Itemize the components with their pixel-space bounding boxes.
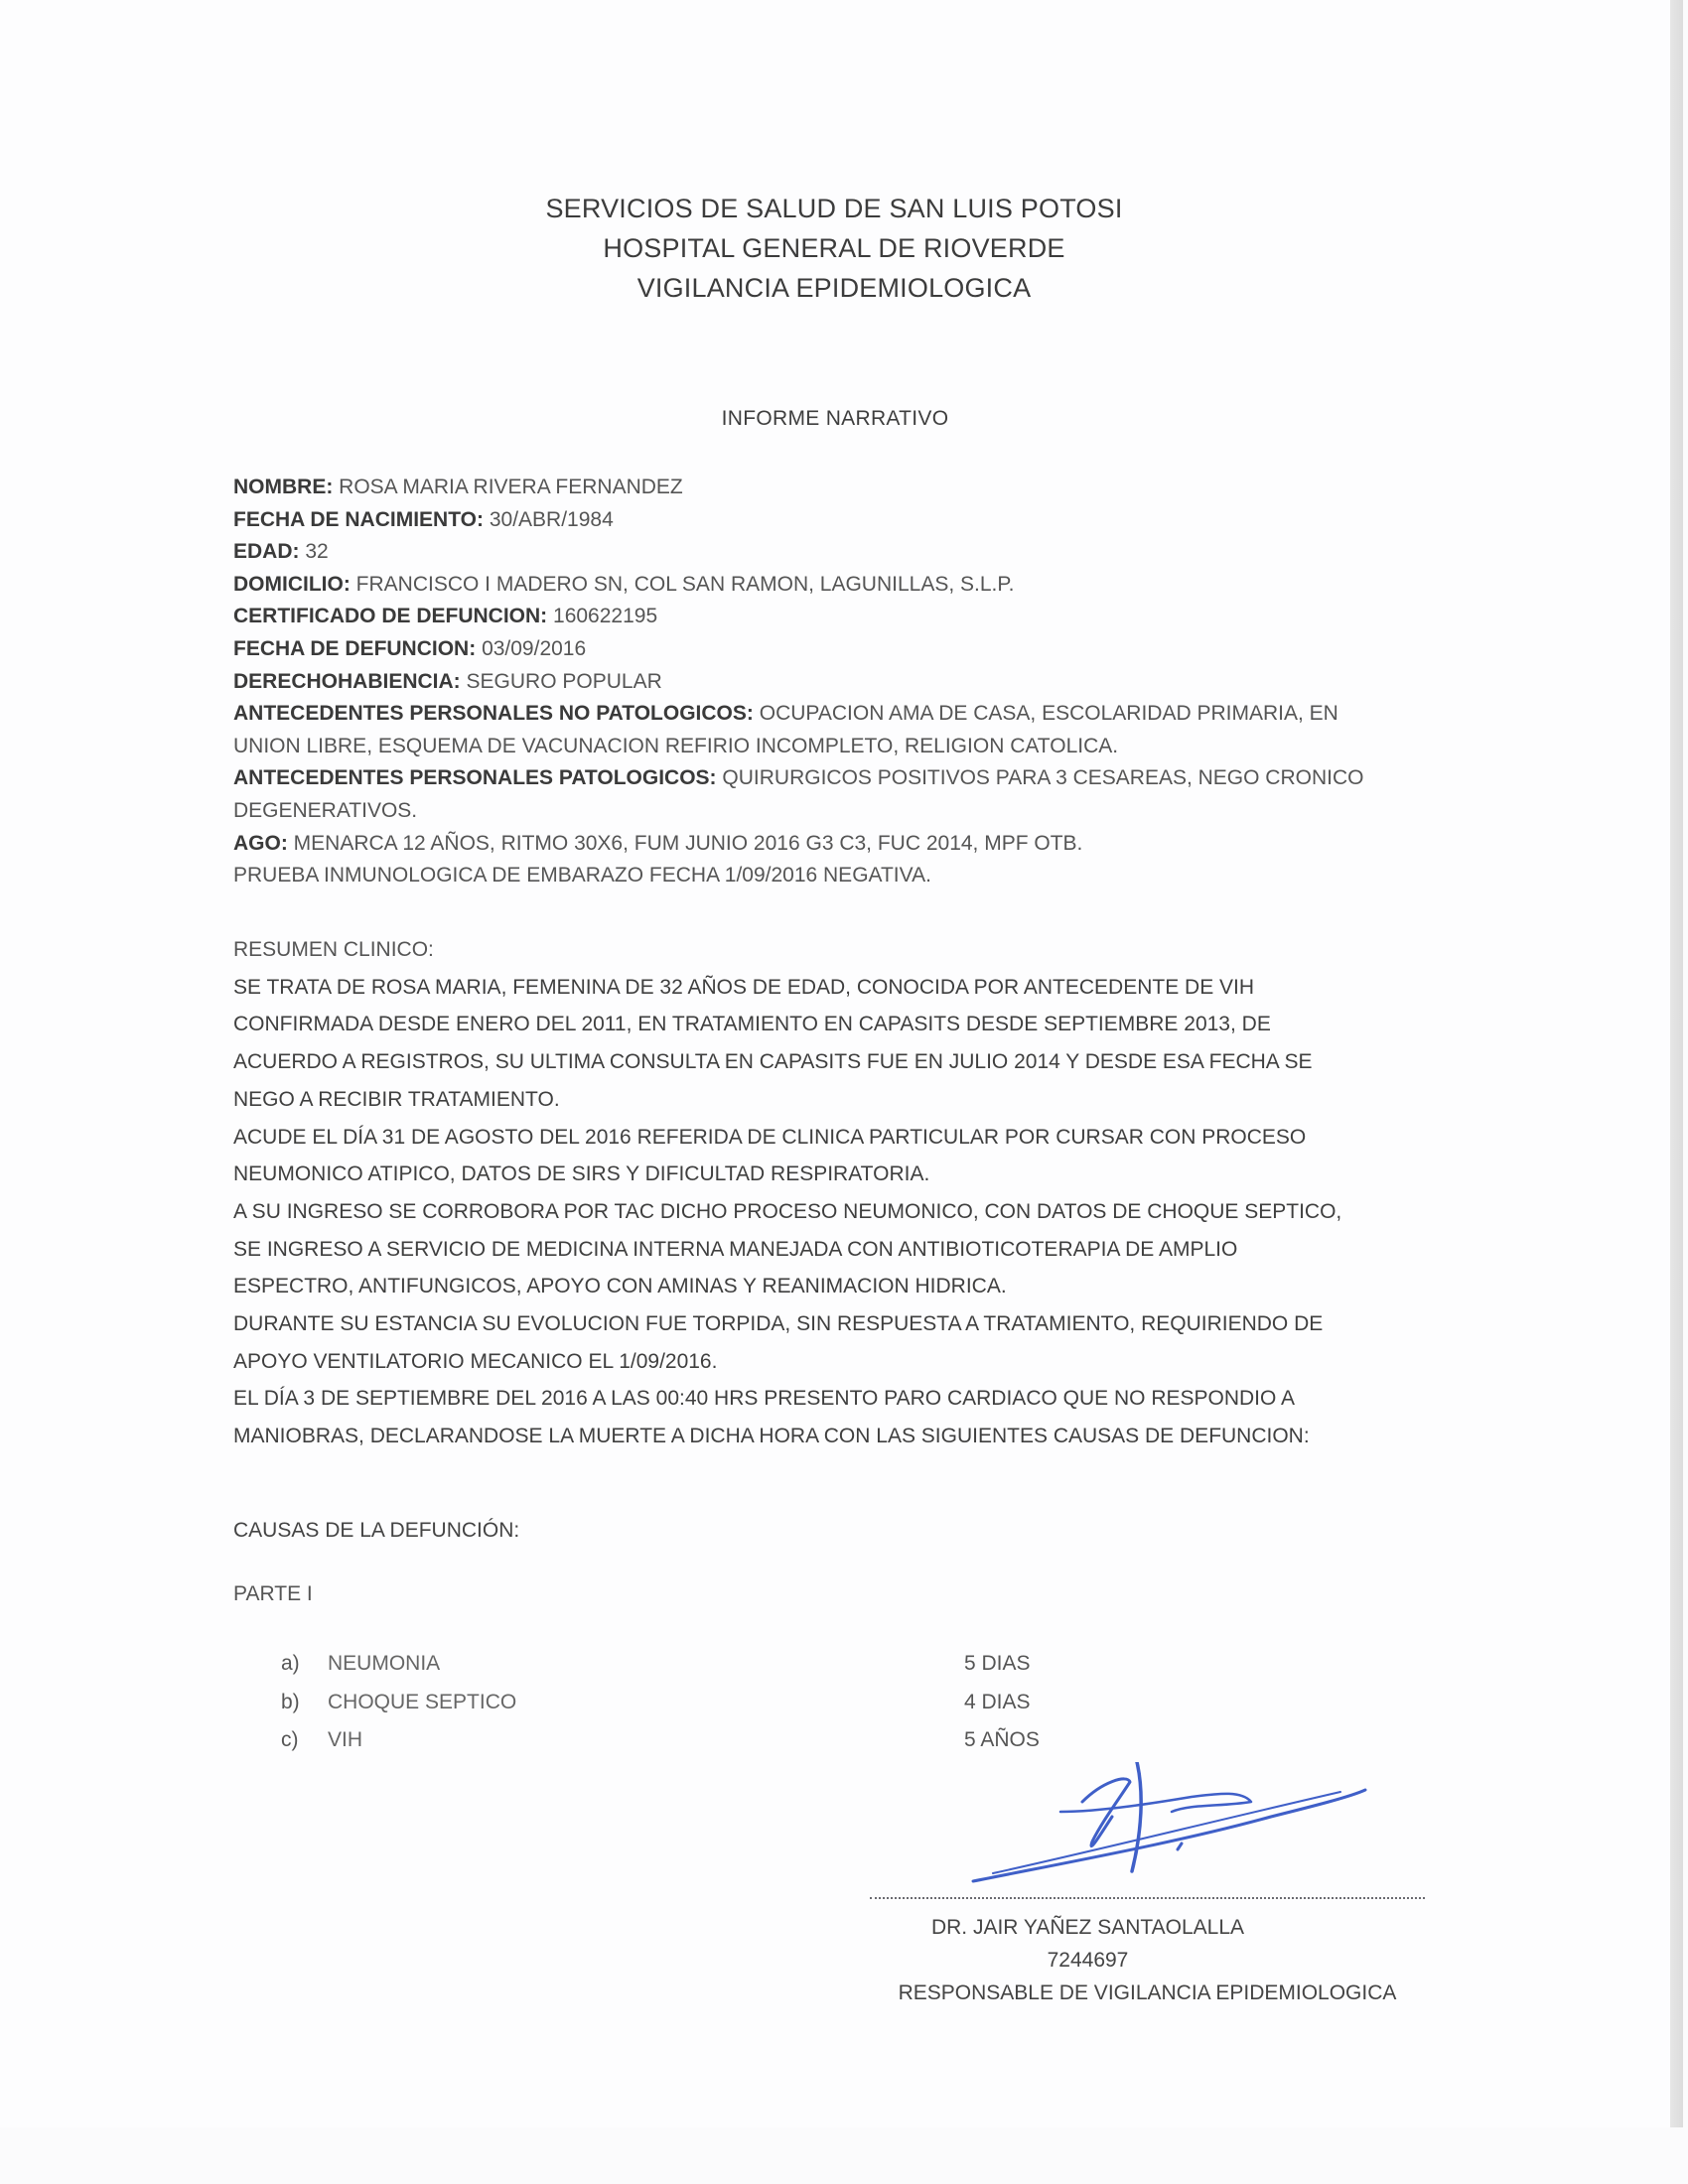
field-value: 03/09/2016 [482,636,587,660]
field-label: ANTECEDENTES PERSONALES PATOLOGICOS: [233,766,717,790]
document-header [0,189,1670,308]
scan-edge-shadow [1670,0,1683,2127]
field-fecha-defuncion [233,633,1425,666]
field-label: FECHA DE NACIMIENTO: [233,507,484,531]
summary-line: A SU INGRESO SE CORROBORA POR TAC DICHO PROCESO NEUMONICO, CON DATOS DE CHOQUE SEPTICO, [233,1199,1342,1223]
field-derechohabiencia [233,666,1425,699]
summary-line: EL DÍA 3 DE SEPTIEMBRE DEL 2016 A LAS 00:40 HRS PRESENTO PARO CARDIACO QUE NO RESPONDIO A [233,1387,1296,1411]
cause-duration: 4 DIAS [964,1690,1031,1713]
summary-line: CONFIRMADA DESDE ENERO DEL 2011, EN TRATAMIENTO EN CAPASITS DESDE SEPTIEMBRE 2013, DE [233,1013,1271,1036]
field-value: MENARCA 12 AÑOS, RITMO 30X6, FUM JUNIO 2016 G3 C3, FUC 2014, MPF OTB. [293,831,1083,855]
field-value: 32 [305,540,329,564]
summary-line: ACUERDO A REGISTROS, SU ULTIMA CONSULTA EN CAPASITS FUE EN JULIO 2014 Y DESDE ESA FECHA SE [233,1050,1313,1074]
signature-stroke [1132,1762,1141,1871]
handwritten-signature [953,1762,1370,1891]
summary-line: MANIOBRAS, DECLARANDOSE LA MUERTE A DICHA HORA CON LAS SIGUIENTES CAUSAS DE DEFUNCION: [233,1425,1310,1448]
clinical-summary-heading: RESUMEN CLINICO: [233,938,434,961]
signature-stroke [993,1792,1340,1873]
field-patologicos [233,762,1425,795]
field-label: CERTIFICADO DE DEFUNCION: [233,605,548,628]
summary-line: ESPECTRO, ANTIFUNGICOS, APOYO CON AMINAS Y REANIMACION HIDRICA. [233,1275,1007,1298]
header-line-institution: SERVICIOS DE SALUD DE SAN LUIS POTOSI [545,194,1123,223]
signature-stroke [1082,1779,1130,1846]
signatory-role: RESPONSABLE DE VIGILANCIA EPIDEMIOLOGICA [898,1981,1397,2004]
signatory-block [870,1911,1425,2009]
clinical-summary [233,931,1425,1455]
field-value: 160622195 [553,605,658,628]
field-domicilio [233,569,1425,602]
field-patologicos-continued: DEGENERATIVOS. [233,798,418,822]
field-value: OCUPACION AMA DE CASA, ESCOLARIDAD PRIMARIA, EN [759,702,1338,726]
field-value: QUIRURGICOS POSITIVOS PARA 3 CESAREAS, NEGO CRONICO [722,766,1364,790]
cause-letter: a) [281,1652,300,1675]
cause-name: CHOQUE SEPTICO [328,1690,517,1713]
field-ago [233,828,1425,861]
field-certificado [233,601,1425,633]
cause-item [281,1721,1274,1760]
causes-list [281,1645,1274,1760]
summary-line: SE INGRESO A SERVICIO DE MEDICINA INTERNA MANEJADA CON ANTIBIOTICOTERAPIA DE AMPLIO [233,1237,1238,1261]
field-value: 30/ABR/1984 [489,507,614,531]
field-label: NOMBRE: [233,476,334,498]
cause-item [281,1645,1274,1684]
signature-stroke [1178,1843,1182,1849]
summary-line: DURANTE SU ESTANCIA SU EVOLUCION FUE TORPIDA, SIN RESPUESTA A TRATAMIENTO, REQUIRIENDO DE [233,1312,1324,1336]
field-prueba-embarazo: PRUEBA INMUNOLOGICA DE EMBARAZO FECHA 1/09/2016 NEGATIVA. [233,864,931,887]
signatory-name: DR. JAIR YAÑEZ SANTAOLALLA [930,1916,1245,1939]
field-value: ROSA MARIA RIVERA FERNANDEZ [339,476,683,498]
field-no-patologicos [233,698,1425,731]
header-line-hospital: HOSPITAL GENERAL DE RIOVERDE [603,233,1065,263]
header-line-department: VIGILANCIA EPIDEMIOLOGICA [636,273,1032,303]
signature-line [870,1897,1425,1899]
cause-name: VIH [328,1728,363,1751]
summary-line: NEGO A RECIBIR TRATAMIENTO. [233,1087,560,1111]
patient-fields [233,472,1425,892]
cause-letter: b) [281,1690,300,1713]
field-edad [233,536,1425,569]
causes-heading: CAUSAS DE LA DEFUNCIÓN: [233,1519,520,1542]
signature-stroke [973,1790,1365,1881]
summary-line: APOYO VENTILATORIO MECANICO EL 1/09/2016. [233,1349,718,1373]
signatory-id: 7244697 [1047,1949,1129,1972]
field-label: DOMICILIO: [233,572,351,596]
field-nombre [233,472,1425,504]
cause-letter: c) [281,1728,299,1751]
field-value: FRANCISCO I MADERO SN, COL SAN RAMON, LAGUNILLAS, S.L.P. [355,572,1015,596]
field-label: DERECHOHABIENCIA: [233,669,461,693]
summary-line: NEUMONICO ATIPICO, DATOS DE SIRS Y DIFICULTAD RESPIRATORIA. [233,1162,930,1186]
report-title: INFORME NARRATIVO [721,407,949,430]
summary-line: SE TRATA DE ROSA MARIA, FEMENINA DE 32 AÑOS DE EDAD, CONOCIDA POR ANTECEDENTE DE VIH [233,975,1255,999]
cause-item [281,1684,1274,1722]
summary-line: ACUDE EL DÍA 31 DE AGOSTO DEL 2016 REFERIDA DE CLINICA PARTICULAR POR CURSAR CON PROCESO [233,1125,1307,1149]
cause-name: NEUMONIA [328,1652,441,1675]
causes-part-label: PARTE I [233,1582,313,1605]
field-no-patologicos-continued: UNION LIBRE, ESQUEMA DE VACUNACION REFIRIO INCOMPLETO, RELIGION CATOLICA. [233,734,1119,757]
field-label: FECHA DE DEFUNCION: [233,636,477,660]
field-fecha-nacimiento [233,504,1425,537]
cause-duration: 5 DIAS [964,1652,1031,1675]
cause-duration: 5 AÑOS [964,1728,1040,1751]
field-label: EDAD: [233,540,300,564]
field-label: AGO: [233,831,288,855]
field-value: SEGURO POPULAR [466,669,662,693]
field-label: ANTECEDENTES PERSONALES NO PATOLOGICOS: [233,702,754,726]
